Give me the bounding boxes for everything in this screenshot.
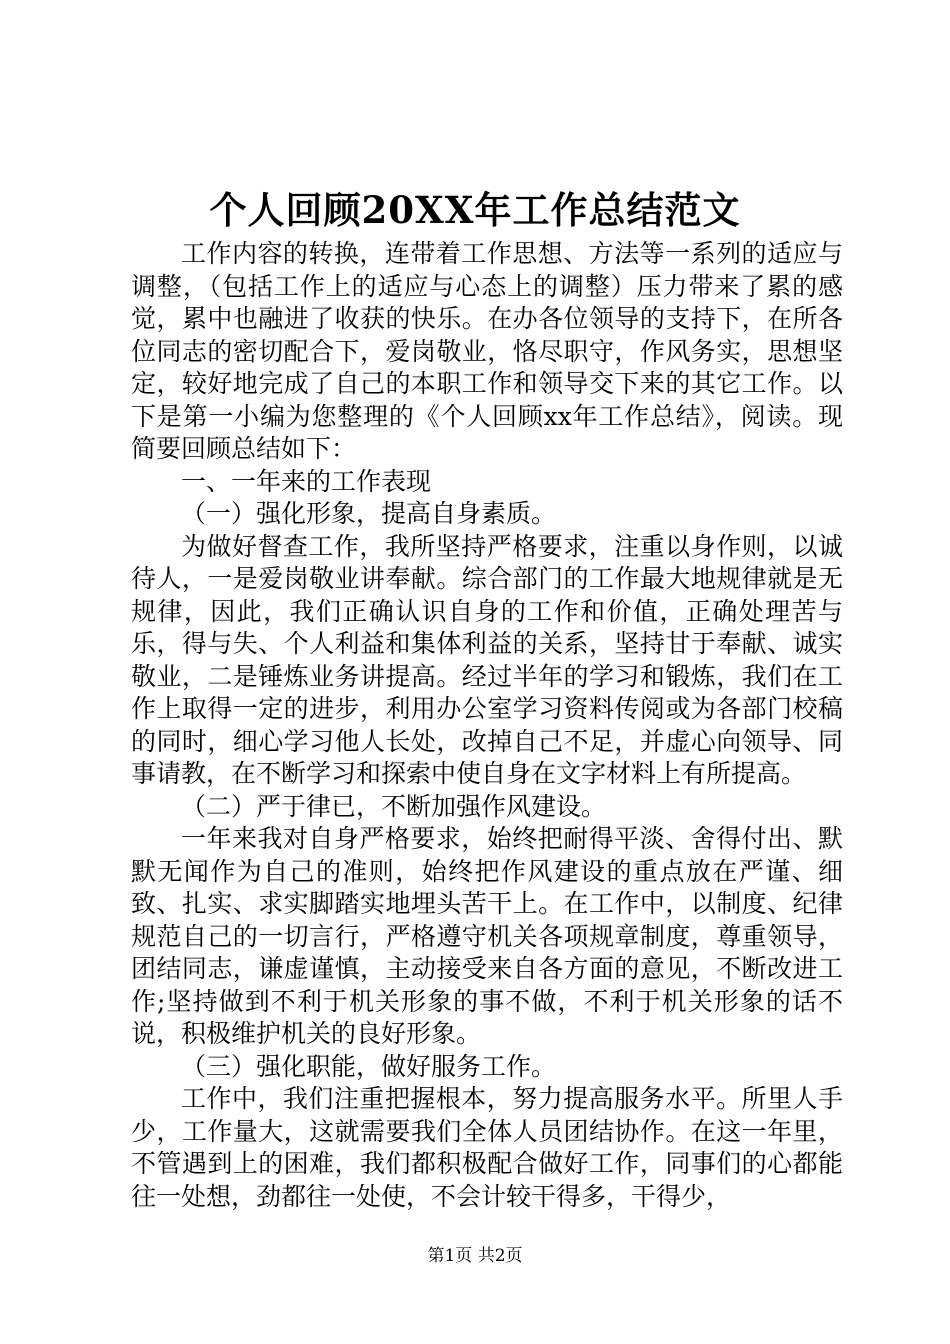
document-body: [131, 238, 843, 1213]
document-title: 个人回顾20XX年工作总结范文: [209, 188, 741, 232]
paragraph-3: 工作中，我们注重把握根本，努力提高服务水平。所里人手少，工作量大，这就需要我们全体人员团结协作。在这一年里，不管遇到上的困难，我们都积极配合做好工作，同事们的心都能往一处想，劲都往一处使，不会计较干得多，干得少，: [131, 1084, 843, 1211]
section-heading-1: 一、一年来的工作表现: [181, 466, 432, 496]
page-footer: 第1页 共2页: [427, 1246, 523, 1266]
paragraph-2: 一年来我对自身严格要求，始终把耐得平淡、舍得付出、默默无闻作为自己的准则，始终把作风建设的重点放在严谨、细致、扎实、求实脚踏实地埋头苦干上。在工作中，以制度、纪律规范自己的一切言行，严格遵守机关各项规章制度，尊重领导，团结同志，谦虚谨慎，主动接受来自各方面的意见，不断改进工作;坚持做到不利于机关形象的事不做，不利于机关形象的话不说，积极维护机关的良好形象。: [131, 824, 843, 1048]
subsection-heading-2: （二）严于律已，不断加强作风建设。: [181, 791, 607, 821]
paragraph-intro: 工作内容的转换，连带着工作思想、方法等一系列的适应与调整，（包括工作上的适应与心态上的调整）压力带来了累的感觉，累中也融进了收获的快乐。在办各位领导的支持下，在所各位同志的密切配合下，爱岗敬业，恪尽职守，作风务实，思想坚定，较好地完成了自己的本职工作和领导交下来的其它工作。以下是第一小编为您整理的《个人回顾xx年工作总结》，阅读。现简要回顾总结如下：: [131, 239, 843, 463]
subsection-heading-1: （一）强化形象，提高自身素质。: [181, 499, 557, 528]
paragraph-1: 为做好督查工作，我所坚持严格要求，注重以身作则，以诚待人，一是爱岗敬业讲奉献。综合部门的工作最大地规律就是无规律，因此，我们正确认识自身的工作和价值，正确处理苦与乐，得与失、个人利益和集体利益的关系，坚持甘于奉献、诚实敬业，二是锤炼业务讲提高。经过半年的学习和锻炼，我们在工作上取得一定的进步，利用办公室学习资料传阅或为各部门校稿的同时，细心学习他人长处，改掉自己不足，并虚心向领导、同事请教，在不断学习和探索中使自身在文字材料上有所提高。: [131, 531, 843, 788]
subsection-heading-3: （三）强化职能，做好服务工作。: [181, 1051, 557, 1081]
